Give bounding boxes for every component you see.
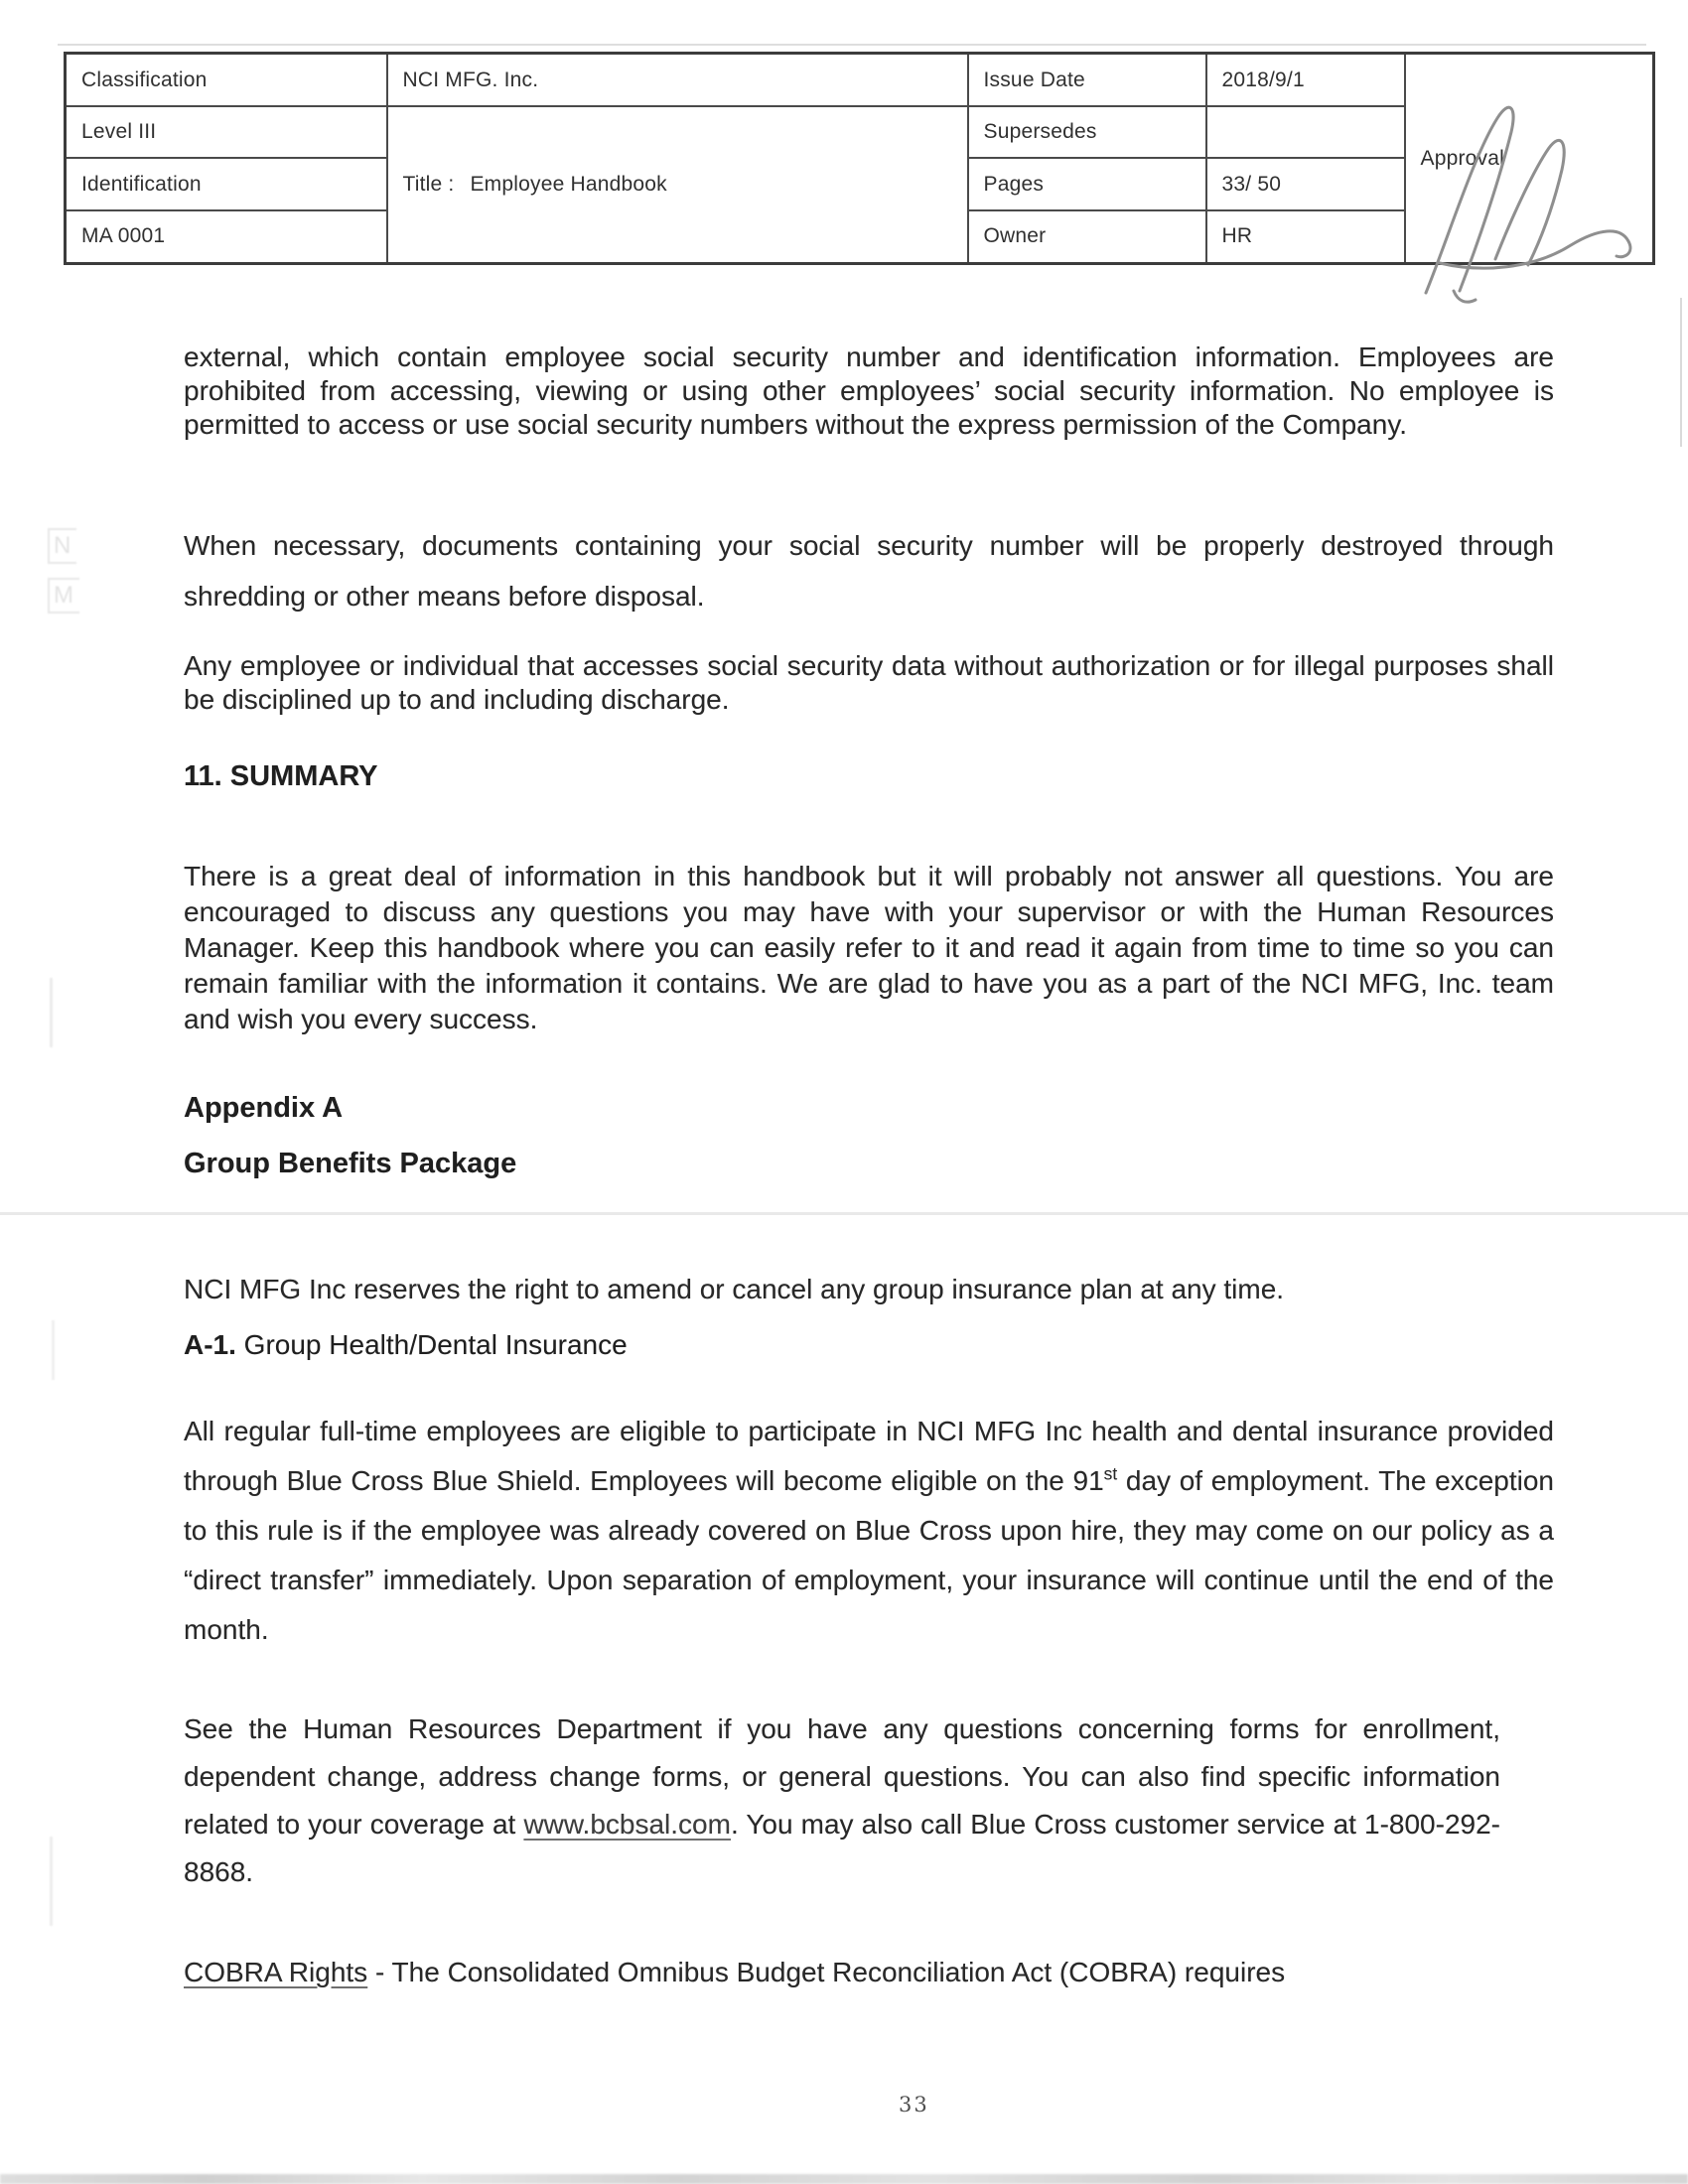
scan-artifact: M [48,578,79,614]
approval-label: Approval [1420,146,1504,170]
issue-date-label-cell: Issue Date [968,54,1206,107]
scan-artifact: N [48,528,76,564]
cobra-rights-text: - The Consolidated Omnibus Budget Reconciliation Act (COBRA) requires [367,1957,1286,1987]
hr-contact-text-cont: . You may also call Blue Cross customer service at 1-800-292-8868. [184,1809,1500,1887]
privacy-paragraph-2: When necessary, documents containing your social security number will be properly destroyed through shredding or other means before disposal. [184,530,1554,612]
a1-section-number: A-1. [184,1329,236,1360]
owner-label-cell: Owner [968,210,1206,264]
a1-section-title: Group Health/Dental Insurance [235,1329,628,1360]
a1-body-text: All regular full-time employees are eligible to participate in NCI MFG Inc health and dental insurance provided through Blue Cross Blue Shield. Employees will become eligible on the 91 [184,1416,1554,1496]
a1-body-text-cont: day of employment. The exception to this rule is if the employee was already covered on Blue Cross upon hire, they may come on our policy as a “direct transfer” immediately. Upon separation of employment, your insurance will continue until the end of the month. [184,1465,1554,1645]
hr-contact-paragraph [184,1706,1500,1896]
bcbsal-website-link[interactable]: www.bcbsal.com [523,1809,731,1840]
scan-artifact [58,44,1646,46]
scan-artifact [52,1320,55,1380]
a1-section-heading [184,1329,628,1361]
approval-cell [1405,54,1654,264]
identification-label-cell: Identification [66,158,387,209]
issue-date-value-cell: 2018/9/1 [1206,54,1405,107]
privacy-paragraph-3: Any employee or individual that accesses social security data without authorization or for illegal purposes shall be disciplined up to and including discharge. [184,650,1554,715]
ordinal-superscript: st [1103,1463,1118,1484]
classification-value-cell: Level III [66,106,387,158]
company-name-cell: NCI MFG. Inc. [387,54,968,107]
scan-artifact [0,2174,1688,2184]
summary-paragraph: There is a great deal of information in this handbook but it will probably not answer all questions. You are encouraged to discuss any questions you may have with your supervisor or with the Human Resources Manager. Keep this handbook where you can easily refer to it and read it again from time to time so you can remain familiar with the information it contains. We are glad to have you as a part of the NCI MFG, Inc. team and wish you every success. [184,861,1554,1034]
appendix-a-heading: Appendix A [184,1092,344,1124]
document-header-table [64,52,1655,265]
scan-artifact [50,1837,53,1926]
handwritten-signature-icon [1412,84,1650,313]
title-label: Title : [402,173,455,196]
reserve-rights-note: NCI MFG Inc reserves the right to amend or cancel any group insurance plan at any time. [184,1274,1285,1304]
classification-label-cell: Classification [66,54,387,107]
document-title-cell [387,106,968,264]
cobra-rights-paragraph [184,1956,1574,1989]
supersedes-value-cell [1206,106,1405,158]
owner-value-cell: HR [1206,210,1405,264]
summary-section-heading: 11. SUMMARY [184,760,378,792]
identification-value-cell: MA 0001 [66,210,387,264]
scan-artifact [0,1212,1688,1215]
a1-body-paragraph [184,1407,1554,1655]
pages-value-cell: 33/ 50 [1206,158,1405,209]
scan-artifact [50,978,53,1047]
scan-artifact [1680,298,1682,447]
group-benefits-heading: Group Benefits Package [184,1148,517,1179]
supersedes-label-cell: Supersedes [968,106,1206,158]
privacy-paragraph-1: external, which contain employee social security number and identification information. Employees are prohibited from accessing, viewing or using other employees’ social security information. No employee is permitted to access or use social security numbers without the express permission of the Company. [184,341,1554,440]
cobra-rights-underlined-label: COBRA Rights [184,1957,368,1987]
page-number: 33 [899,2093,929,2116]
hr-contact-text: See the Human Resources Department if you have any questions concerning forms for enrollment, dependent change, address change forms, or general questions. You can also find specific information related to your coverage at [184,1713,1500,1840]
pages-label-cell: Pages [968,158,1206,209]
title-value: Employee Handbook [470,173,667,196]
